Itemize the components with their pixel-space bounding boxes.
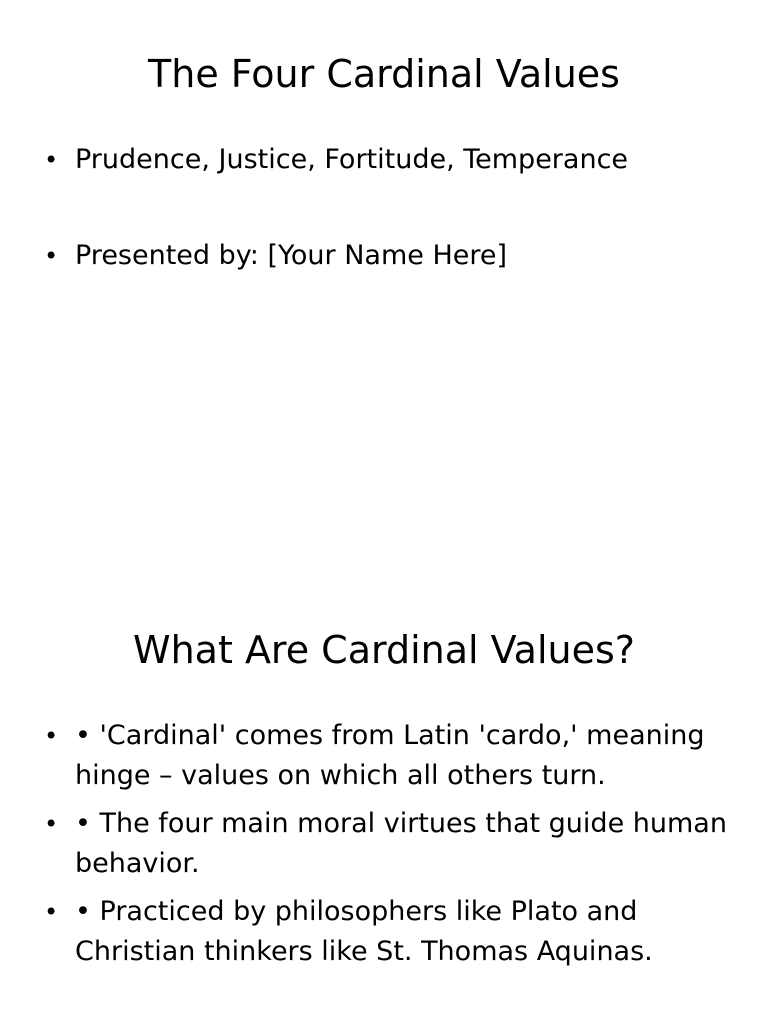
bullet-text: • The four main moral virtues that guide human behavior. xyxy=(75,808,727,879)
bullet-text: Prudence, Justice, Fortitude, Temperance xyxy=(75,144,629,175)
bullet-item xyxy=(0,804,768,884)
slide-2 xyxy=(0,576,768,1024)
bullet-icon: • xyxy=(44,810,59,838)
bullet-list xyxy=(0,716,768,980)
bullet-list xyxy=(0,140,768,332)
bullet-icon: • xyxy=(44,898,59,926)
slide-title: What Are Cardinal Values? xyxy=(133,628,635,672)
bullet-icon: • xyxy=(44,146,59,174)
bullet-item xyxy=(0,716,768,796)
bullet-text: Presented by: [Your Name Here] xyxy=(75,240,508,271)
bullet-item xyxy=(0,236,768,276)
bullet-icon: • xyxy=(44,242,59,270)
slide-title: The Four Cardinal Values xyxy=(148,52,620,96)
bullet-item xyxy=(0,892,768,972)
bullet-text: • Practiced by philosophers like Plato and Christian thinkers like St. Thomas Aquinas. xyxy=(75,896,653,967)
bullet-text: • 'Cardinal' comes from Latin 'cardo,' meaning hinge – values on which all others turn. xyxy=(75,720,705,791)
bullet-icon: • xyxy=(44,722,59,750)
bullet-item xyxy=(0,140,768,180)
